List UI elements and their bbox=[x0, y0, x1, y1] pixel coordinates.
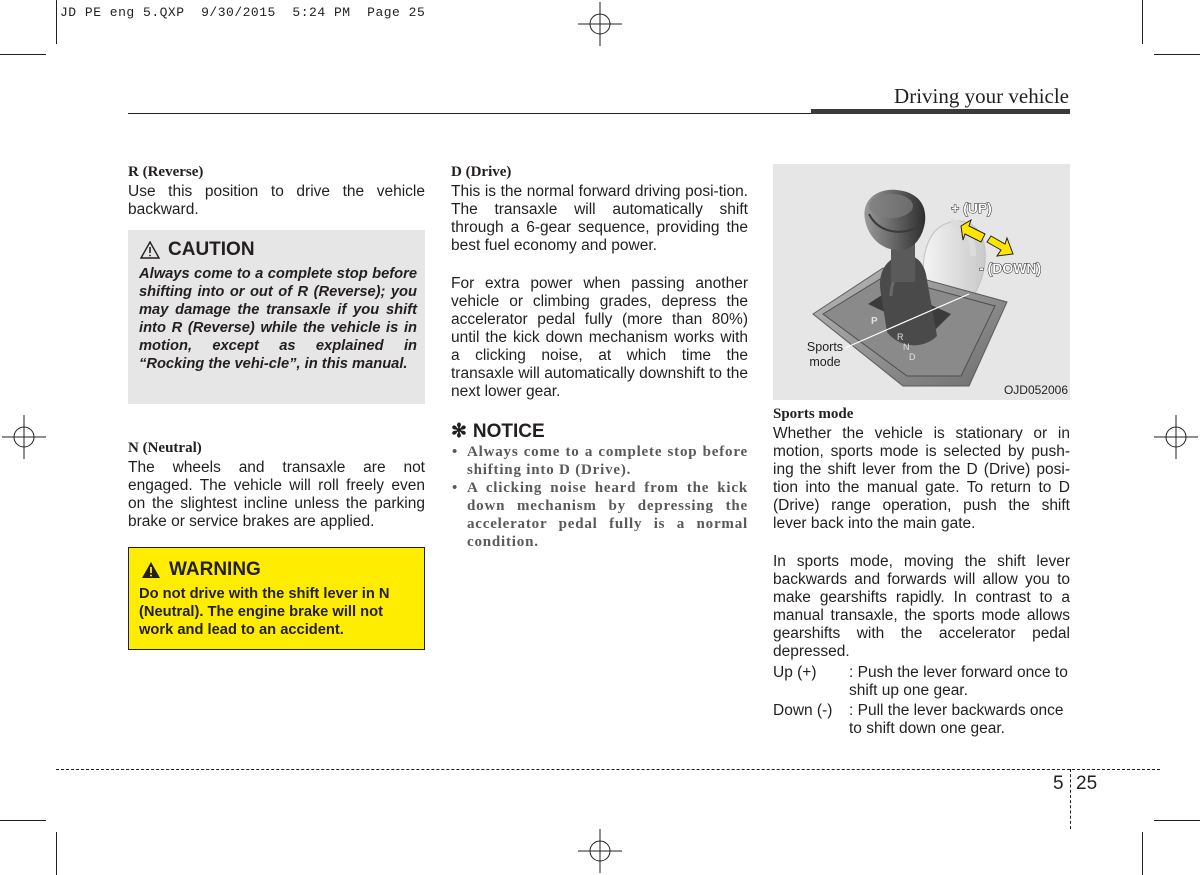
drive-section bbox=[451, 163, 748, 401]
down-arrow-icon bbox=[987, 236, 1013, 256]
caution-box bbox=[128, 230, 425, 404]
notice-title: NOTICE bbox=[472, 420, 545, 442]
warning-box bbox=[128, 547, 425, 650]
registration-mark-icon bbox=[2, 415, 46, 459]
caution-title-row bbox=[140, 239, 255, 261]
sports-def-desc: : Push the lever forward once to shift up one gear. bbox=[849, 664, 1068, 699]
gate-letter-d: D bbox=[909, 352, 916, 362]
sports-def-desc: : Pull the lever backwards once to shift down one gear. bbox=[849, 702, 1064, 737]
warning-text: Do not drive with the shift lever in N (Neutral). The engine brake will not work and lead to an accident. bbox=[139, 586, 390, 638]
caution-triangle-icon bbox=[140, 241, 160, 259]
figure-sports-label bbox=[803, 340, 847, 370]
page-section-number: 5 bbox=[1053, 773, 1064, 794]
drive-text-1: This is the normal forward driving posi-tion. The transaxle will automatically shift through a 6-gear sequence, providing the best fuel economy and power. bbox=[451, 183, 748, 254]
warning-triangle-icon bbox=[141, 561, 161, 579]
gate-letter-p: P bbox=[871, 316, 878, 327]
reverse-section bbox=[128, 163, 425, 219]
figure-up-label: + (UP) bbox=[951, 200, 992, 216]
figure-sports-label-line1: Sports bbox=[806, 340, 844, 354]
footer-dashed-divider bbox=[1070, 769, 1071, 829]
header-rule-accent bbox=[811, 109, 1070, 114]
sports-def-term: Up (+) bbox=[773, 664, 817, 681]
print-slug: JD PE eng 5.QXP 9/30/2015 5:24 PM Page 25 bbox=[60, 5, 426, 20]
notice-asterisk-icon: ✻ bbox=[451, 421, 467, 442]
registration-mark-icon bbox=[1154, 415, 1198, 459]
header-rule bbox=[128, 113, 814, 114]
warning-title-row bbox=[141, 559, 261, 581]
drive-text-2: For extra power when passing another vehicle or climbing grades, depress the accelerator pedal fully (more than 80%) until the kick down mechanism works with a clicking noise, at which time the transaxle will automatically downshift to the next lower gear. bbox=[451, 275, 748, 400]
sports-section bbox=[773, 405, 1070, 738]
notice-list bbox=[451, 443, 748, 551]
gate-letter-n: N bbox=[903, 342, 910, 352]
section-header-title: Driving your vehicle bbox=[894, 84, 1069, 108]
notice-title-row bbox=[451, 420, 545, 443]
sports-def-row bbox=[773, 664, 1070, 700]
notice-item: • Always come to a complete stop before shifting into D (Drive). bbox=[451, 443, 748, 479]
sports-defs bbox=[773, 664, 1070, 738]
neutral-section bbox=[128, 439, 425, 531]
warning-title: WARNING bbox=[169, 559, 261, 580]
reverse-text: Use this position to drive the vehicle backward. bbox=[128, 183, 425, 218]
neutral-heading: N (Neutral) bbox=[128, 440, 202, 456]
registration-mark-icon bbox=[578, 2, 622, 46]
caution-title: CAUTION bbox=[168, 239, 255, 260]
sports-heading: Sports mode bbox=[773, 406, 854, 422]
neutral-text: The wheels and transaxle are not engaged. The vehicle will roll freely even on the slightest incline unless the parking brake or service brakes are applied. bbox=[128, 459, 425, 530]
sports-text-2: In sports mode, moving the shift lever backwards and forwards will allow you to make gearshifts rapidly. In contrast to a manual transaxle, the sports mode allows gearshifts with the accelerator pedal depressed. bbox=[773, 553, 1070, 660]
page-number: 25 bbox=[1076, 773, 1098, 794]
footer-dashed-rule bbox=[56, 769, 1160, 770]
registration-mark-icon bbox=[578, 829, 622, 873]
sports-text-1: Whether the vehicle is stationary or in motion, sports mode is selected by push-ing the shift lever from the D (Drive) posi-tion into the manual gate. To return to D (Drive) range operation, push the shift lever back into the main gate. bbox=[773, 425, 1070, 532]
sports-def-row bbox=[773, 702, 1070, 738]
shift-lever-figure bbox=[773, 164, 1070, 400]
notice-item: • A clicking noise heard from the kick down mechanism by depressing the accelerator pedal fully is a normal condition. bbox=[451, 479, 748, 551]
sports-def-term: Down (-) bbox=[773, 702, 833, 719]
reverse-heading: R (Reverse) bbox=[128, 164, 204, 180]
caution-text: Always come to a complete stop before shifting into or out of R (Reverse); you may damage the transaxle if you shift into R (Reverse) while the vehicle is in motion, except as explained in “Rocking the vehi-cle”, in this manual. bbox=[139, 266, 417, 372]
gate-letter-r: R bbox=[897, 332, 904, 342]
figure-down-label: - (DOWN) bbox=[979, 260, 1042, 276]
figure-code: OJD052006 bbox=[1003, 383, 1068, 397]
figure-sports-label-line2: mode bbox=[809, 355, 841, 369]
drive-heading: D (Drive) bbox=[451, 164, 512, 180]
